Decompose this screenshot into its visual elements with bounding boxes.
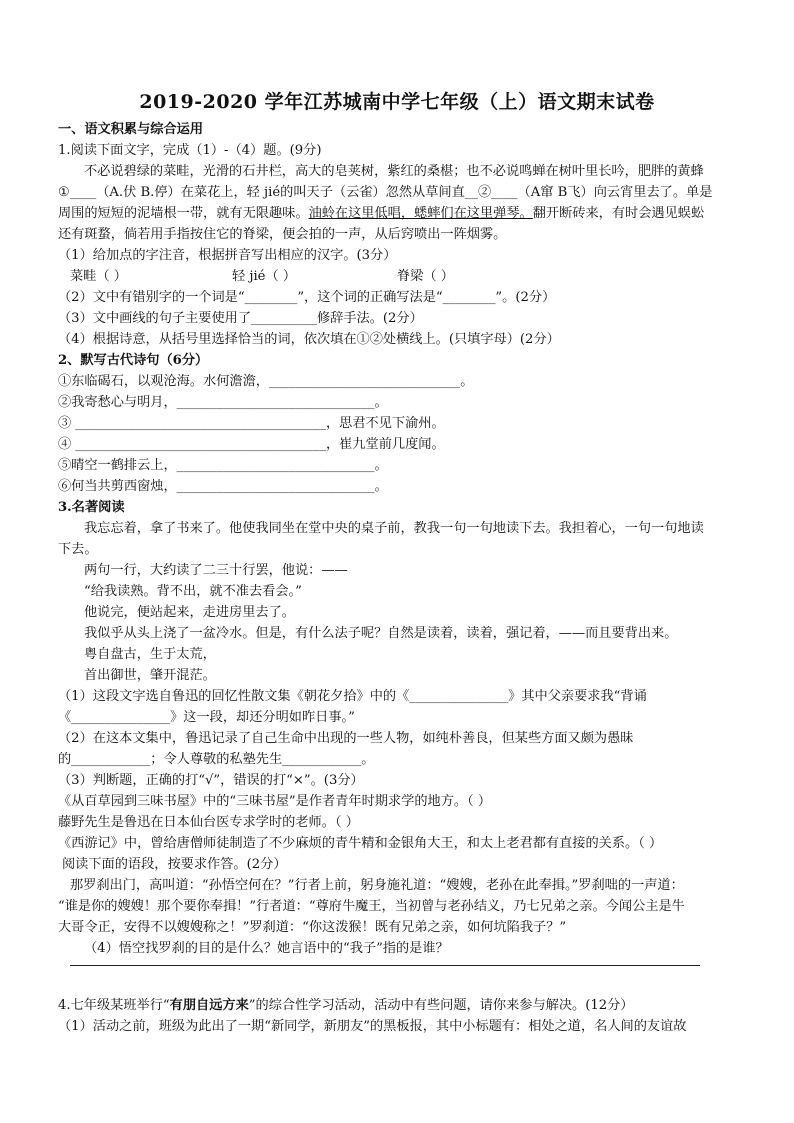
- answer-line: [70, 965, 700, 966]
- judge-item: 《西游记》中，曾给唐僧师徒制造了不少麻烦的青牛精和金银角大王，和太上老君都有直接的关系。（ ）: [58, 836, 663, 851]
- journey-line: 大哥令正，安得不以嫂嫂称之！”罗刹道：“你这泼猴！既有兄弟之亲，如何坑陷我子？”: [58, 920, 567, 935]
- reading-line: “给我读熟。背不出，就不准去看会。”: [84, 584, 302, 599]
- reading-line: 他说完，便站起来，走进房里去了。: [84, 605, 295, 620]
- pinyin-item: 轻 jié（ ）: [232, 269, 297, 284]
- q1-3: （3）文中画线的句子主要使用了__________修辞手法。(2分）: [58, 311, 423, 326]
- passage-line-3: [58, 203, 704, 224]
- q4-1: （1）活动之前，班级为此出了一期“新同学，新朋友”的黑板报，其中小标题有：相处之道，名人间的友谊故: [58, 1019, 687, 1034]
- q3-2-cont: 的____________；令人尊敬的私塾先生____________。: [58, 752, 375, 767]
- read-intro: 阅读下面的语段，按要求作答。(2分）: [62, 857, 287, 872]
- section2-heading: 2、默写古代诗句（6分）: [58, 353, 209, 368]
- poem-line: ⑥何当共剪西窗烛，______________________________。: [58, 479, 388, 494]
- q4-intro-post: ”的综合性学习活动，活动中有些问题，请你来参与解决。(12分）: [248, 998, 634, 1013]
- reading-line: 我忘忘着，拿了书来了。他使我同坐在堂中央的桌子前，教我一句一句地读下去。我担着心，一句一句地读: [84, 521, 704, 536]
- journey-line: 那罗刹出门，高叫道：“孙悟空何在？”行者上前，躬身施礼道：“嫂嫂，老孙在此奉揖。”罗刹咄的一声道：: [70, 878, 684, 893]
- q1-2: （2）文中有错别字的一个词是“________”，这个词的正确写法是“________”。(2分）: [58, 290, 556, 305]
- reading-line: 首出御世，肇开混茫。: [84, 668, 216, 683]
- q1-intro: 1.阅读下面文字，完成（1）-（4）题。(9分): [58, 143, 322, 158]
- reading-line: 两句一行，大约读了二三十行罢，他说：——: [84, 563, 348, 578]
- q3-4: （4）悟空找罗刹的目的是什么？她言语中的“我子”指的是谁？: [84, 941, 449, 956]
- poem-line: ⑤晴空一鹤排云上，______________________________。: [58, 458, 388, 473]
- judge-item: 《从百草园到三味书屋》中的“三味书屋”是作者青年时期求学的地方。（ ）: [58, 794, 492, 809]
- q3-2: （2）在这本文集中，鲁迅记录了自己生命中出现的一些人物，如纯朴善良，但某些方面又颇为愚昧: [58, 731, 634, 746]
- journey-line: “谁是你的嫂嫂！那个要你奉揖！”行者道：“尊府牛魔王，当初曾与老孙结义，乃七兄弟之亲。今闻公主是牛: [58, 899, 685, 914]
- passage-text: 翻开断砖来，有时会遇见蜈蚣: [532, 206, 705, 221]
- q3-1-cont: 《_______________》这一段，却还分明如昨日事。”: [58, 710, 355, 725]
- q3-1: （1）这段文字选自鲁迅的回忆性散文集《朝花夕拾》中的《_______________》其中父亲要求我“背诵: [58, 689, 647, 704]
- reading-line: 我似乎从头上浇了一盆冷水。但是，有什么法子呢？自然是读着，读着，强记着，——而且要背出来。: [84, 626, 678, 641]
- reading-line: 下去。: [58, 542, 98, 557]
- page-title: 2019-2020 学年江苏城南中学七年级（上）语文期末试卷: [139, 91, 655, 113]
- poem-line: ③ ______________________________________，思君不见下渝州。: [58, 416, 445, 431]
- poem-line: ②我寄愁心与明月，______________________________。: [58, 395, 388, 410]
- judge-item: 藤野先生是鲁迅在日本仙台医专求学时的老师。（ ）: [58, 815, 359, 830]
- passage-line: 不必说碧绿的菜畦，光滑的石井栏，高大的皂荚树，紫红的桑椹；也不必说鸣蝉在树叶里长吟，肥胖的黄蜂: [84, 164, 704, 179]
- q4-intro-pre: 4.七年级某班举行“: [58, 998, 170, 1013]
- passage-text: 周围的短短的泥墙根一带，就有无限趣味。: [58, 206, 309, 221]
- pinyin-item: 菜畦（ ）: [70, 269, 127, 284]
- pinyin-item: 脊梁（ ）: [397, 269, 454, 284]
- section3-heading: 3.名著阅读: [58, 500, 125, 515]
- q4-intro: [58, 995, 634, 1016]
- q1-1: （1）给加点的字注音，根据拼音写出相应的汉字。(3分）: [58, 248, 397, 263]
- passage-line: 还有斑蝥，倘若用手指按住它的脊梁，便会拍的一声，从后窍喷出一阵烟雾。: [58, 227, 507, 242]
- underlined-sentence: 油蛉在这里低唱，蟋蟀们在这里弹琴。: [308, 206, 533, 221]
- reading-line: 粤自盘古，生于太荒，: [84, 647, 216, 662]
- q3-3: （3）判断题，正确的打“√”，错误的打“×”。(3分）: [58, 773, 364, 788]
- poem-line: ①东临碣石，以观沧海。水何澹澹，_____________________________。: [58, 374, 474, 389]
- passage-line: ①____（A.伏 B.停）在菜花上，轻 jié的叫天子（云雀）忽然从草间直__②____（A窜 B飞）向云宵里去了。单是: [58, 185, 713, 200]
- q1-4: （4）根据诗意，从括号里选择恰当的词，依次填在①②处横线上。(只填字母）(2分）: [58, 332, 560, 347]
- poem-line: ④ ______________________________________，崔九堂前几度闻。: [58, 437, 445, 452]
- q4-theme: 有朋自远方来: [169, 998, 249, 1013]
- section1-heading: 一、语文积累与综合运用: [58, 122, 204, 137]
